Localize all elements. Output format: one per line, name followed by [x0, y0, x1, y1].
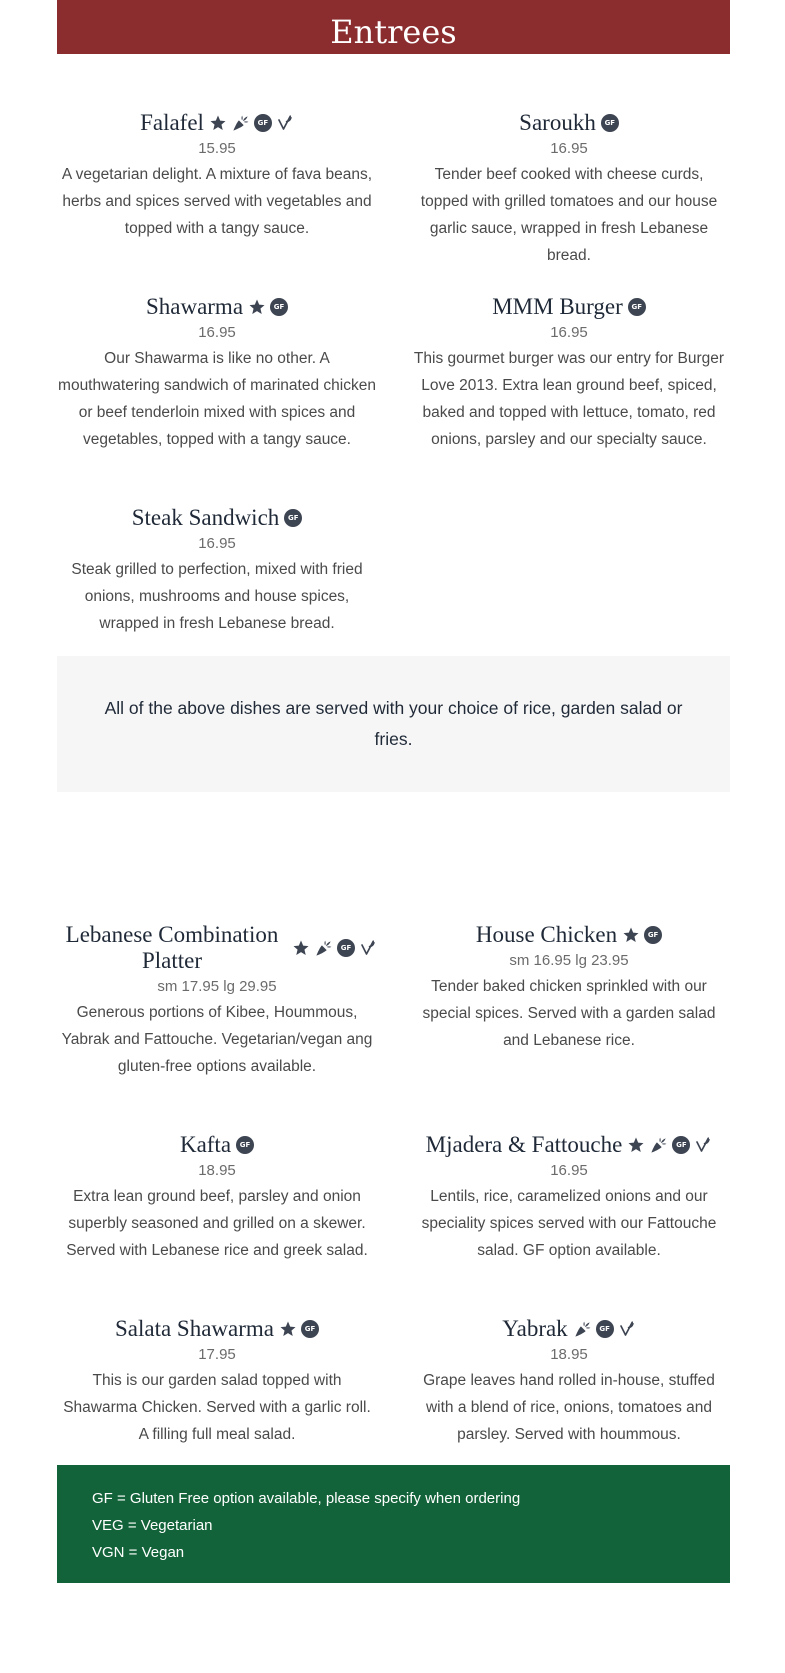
gf-icon: [284, 509, 302, 527]
gf-icon: [672, 1136, 690, 1154]
dish-price: sm 16.95 lg 23.95: [509, 952, 629, 969]
sides-notice: [57, 656, 730, 792]
sides-notice-text: All of the above dishes are served with your choice of rice, garden salad or fries.: [104, 698, 683, 749]
dietary-icons: [601, 114, 619, 132]
gf-icon: [596, 1320, 614, 1338]
dietary-icons: [622, 926, 662, 944]
dish-description: Tender beef cooked with cheese curds, topped with grilled tomatoes and our house garlic sauce, wrapped in fresh Lebanese bread.: [420, 166, 718, 264]
dish-description: This is our garden salad topped with Shawarma Chicken. Served with a garlic roll. A filling full meal salad.: [63, 1372, 371, 1443]
dish-title-row: [57, 1316, 377, 1342]
menu-item: [57, 110, 377, 242]
menu-item: [409, 1316, 729, 1448]
dish-description: Grape leaves hand rolled in-house, stuffed with a blend of rice, onions, tomatoes and parsley. Served with hoummous.: [423, 1372, 715, 1443]
dish-price: 16.95: [550, 140, 588, 157]
dietary-icons: [628, 298, 646, 316]
star-icon: [292, 939, 310, 957]
dietary-icons: [284, 509, 302, 527]
dish-price: 17.95: [198, 1346, 236, 1363]
gf-icon: [337, 939, 355, 957]
dish-name: Shawarma: [145, 294, 244, 319]
gf-icon: [254, 114, 272, 132]
dish-title-row: [409, 294, 729, 320]
dish-price: 18.95: [550, 1346, 588, 1363]
menu-item: [57, 1132, 377, 1264]
dietary-icons: [627, 1136, 712, 1155]
menu-item: [57, 294, 377, 453]
dish-description: Lentils, rice, caramelized onions and our speciality spices served with our Fattouche salad. GF option available.: [421, 1188, 717, 1259]
gf-badge-text: GF: [596, 1320, 614, 1338]
dish-name: House Chicken: [475, 922, 618, 947]
gf-icon: [628, 298, 646, 316]
dish-description: This gourmet burger was our entry for Burger Love 2013. Extra lean ground beef, spiced, baked and topped with lettuce, tomato, red onions, parsley and our specialty sauce.: [413, 350, 725, 448]
dish-name: Falafel: [140, 110, 204, 135]
dish-price: 16.95: [550, 1162, 588, 1179]
dish-price: 16.95: [198, 324, 236, 341]
dietary-icons: [573, 1320, 636, 1339]
dish-title-row: [409, 922, 729, 948]
dish-price: 18.95: [198, 1162, 236, 1179]
gf-badge-text: GF: [672, 1136, 690, 1154]
dish-description: Steak grilled to perfection, mixed with fried onions, mushrooms and house spices, wrapped in fresh Lebanese bread.: [71, 561, 363, 632]
star-icon: [279, 1320, 297, 1338]
dish-name: Yabrak: [502, 1316, 568, 1341]
menu-item: [409, 1132, 729, 1264]
dish-title-row: [409, 110, 729, 136]
menu-item: [57, 1316, 377, 1448]
menu-item: [57, 505, 377, 637]
dish-price: 15.95: [198, 140, 236, 157]
dish-description: Extra lean ground beef, parsley and onion superbly seasoned and grilled on a skewer. Served with Lebanese rice and greek salad.: [66, 1188, 368, 1259]
gf-icon: [644, 926, 662, 944]
dietary-icons: [279, 1320, 319, 1338]
section-title: Entrees: [57, 0, 730, 54]
gf-badge-text: GF: [254, 114, 272, 132]
legend-gf: GF = Gluten Free option available, please specify when ordering: [92, 1490, 521, 1507]
dish-name: Saroukh: [519, 110, 596, 135]
dietary-icons: [292, 939, 377, 958]
vegan-icon: [359, 939, 377, 957]
dish-title-row: [57, 294, 377, 320]
dietary-icons: [236, 1136, 254, 1154]
gf-icon: [301, 1320, 319, 1338]
star-icon: [627, 1136, 645, 1154]
dish-price: 16.95: [550, 324, 588, 341]
star-icon: [209, 114, 227, 132]
carrot-icon: [231, 114, 250, 133]
dish-title-row: [57, 505, 377, 531]
dish-description: Tender baked chicken sprinkled with our special spices. Served with a garden salad and Lebanese rice.: [422, 978, 716, 1049]
gf-icon: [601, 114, 619, 132]
dish-name: Kafta: [179, 1132, 232, 1157]
vegan-icon: [276, 114, 294, 132]
star-icon: [622, 926, 640, 944]
gf-badge-text: GF: [284, 509, 302, 527]
dish-description: Our Shawarma is like no other. A mouthwatering sandwich of marinated chicken or beef tenderloin mixed with spices and vegetables, topped with a tangy sauce.: [58, 350, 376, 448]
dietary-icons: [248, 298, 288, 316]
menu-item: [409, 294, 729, 453]
gf-badge-text: GF: [236, 1136, 254, 1154]
menu-item: [409, 110, 729, 269]
gf-badge-text: GF: [601, 114, 619, 132]
legend-vgn: VGN = Vegan: [92, 1544, 185, 1561]
dish-name: Mjadera & Fattouche: [425, 1132, 623, 1157]
dish-name: MMM Burger: [492, 294, 623, 319]
dish-name: Lebanese Combination Platter: [65, 922, 279, 973]
gf-badge-text: GF: [301, 1320, 319, 1338]
carrot-icon: [649, 1136, 668, 1155]
menu-section: [57, 0, 730, 1561]
carrot-icon: [314, 939, 333, 958]
gf-icon: [270, 298, 288, 316]
legend-veg: VEG = Vegetarian: [92, 1517, 213, 1534]
menu-item: [57, 922, 377, 1080]
gf-badge-text: GF: [644, 926, 662, 944]
vegan-icon: [618, 1320, 636, 1338]
carrot-icon: [573, 1320, 592, 1339]
dish-description: A vegetarian delight. A mixture of fava beans, herbs and spices served with vegetables and topped with a tangy sauce.: [61, 166, 373, 237]
star-icon: [248, 298, 266, 316]
dietary-legend: [57, 1465, 730, 1583]
gf-badge-text: GF: [628, 298, 646, 316]
gf-badge-text: GF: [270, 298, 288, 316]
dish-title-row: [409, 1132, 729, 1158]
dish-title-row: [57, 922, 377, 974]
menu-item: [409, 922, 729, 1054]
dish-name: Salata Shawarma: [114, 1316, 275, 1341]
dish-name: Steak Sandwich: [131, 505, 280, 530]
dish-price: sm 17.95 lg 29.95: [157, 978, 277, 995]
dish-price: 16.95: [198, 535, 236, 552]
dish-title-row: [57, 110, 377, 136]
vegan-icon: [694, 1136, 712, 1154]
dish-title-row: [57, 1132, 377, 1158]
gf-icon: [236, 1136, 254, 1154]
dish-description: Generous portions of Kibee, Hoummous, Yabrak and Fattouche. Vegetarian/vegan ang gluten-free options available.: [61, 1004, 373, 1075]
dietary-icons: [209, 114, 294, 133]
dish-title-row: [409, 1316, 729, 1342]
gf-badge-text: GF: [337, 939, 355, 957]
